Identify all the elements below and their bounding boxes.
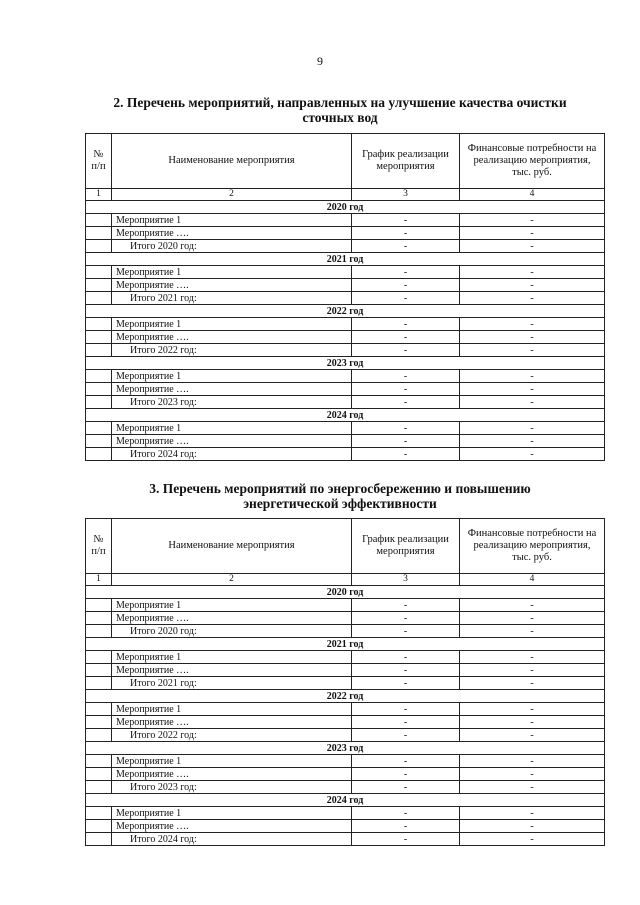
table-row — [86, 716, 605, 729]
col-header-name: Наименование мероприятия — [112, 519, 352, 574]
schedule-value: - — [352, 820, 460, 833]
total-row — [86, 677, 605, 690]
measure-name: Мероприятие 1 — [112, 755, 352, 768]
schedule-value: - — [352, 755, 460, 768]
schedule-value: - — [352, 370, 460, 383]
year-row — [86, 253, 605, 266]
year-label: 2022 год — [86, 690, 605, 703]
row-number-cell — [86, 729, 112, 742]
total-row — [86, 729, 605, 742]
schedule-value: - — [352, 396, 460, 409]
finance-value: - — [460, 292, 605, 305]
finance-value: - — [460, 768, 605, 781]
measure-name: Итого 2020 год: — [112, 625, 352, 638]
finance-value: - — [460, 448, 605, 461]
total-row — [86, 396, 605, 409]
measure-name: Мероприятие 1 — [112, 651, 352, 664]
col-header-number: № п/п — [86, 134, 112, 189]
schedule-value: - — [352, 435, 460, 448]
title-line: сточных вод — [302, 110, 378, 125]
column-number: 1 — [86, 189, 112, 201]
total-row — [86, 833, 605, 846]
finance-value: - — [460, 716, 605, 729]
row-number-cell — [86, 768, 112, 781]
finance-value: - — [460, 664, 605, 677]
schedule-value: - — [352, 266, 460, 279]
schedule-value: - — [352, 214, 460, 227]
measure-name: Мероприятие …. — [112, 612, 352, 625]
finance-value: - — [460, 279, 605, 292]
column-numbers-row — [86, 574, 605, 586]
table-row — [86, 599, 605, 612]
measure-name: Итого 2024 год: — [112, 833, 352, 846]
row-number-cell — [86, 396, 112, 409]
row-number-cell — [86, 625, 112, 638]
measure-name: Мероприятие 1 — [112, 422, 352, 435]
title-line: 3. Перечень мероприятий по энергосбережению и повышению — [149, 481, 531, 496]
row-number-cell — [86, 422, 112, 435]
year-label: 2024 год — [86, 794, 605, 807]
finance-value: - — [460, 396, 605, 409]
measures-table — [85, 133, 605, 461]
schedule-value: - — [352, 807, 460, 820]
column-number: 4 — [460, 574, 605, 586]
measure-name: Мероприятие …. — [112, 664, 352, 677]
col-header-schedule: График реализации мероприятия — [352, 134, 460, 189]
row-number-cell — [86, 331, 112, 344]
measure-name: Мероприятие 1 — [112, 599, 352, 612]
measure-name: Мероприятие …. — [112, 820, 352, 833]
finance-value: - — [460, 820, 605, 833]
schedule-value: - — [352, 383, 460, 396]
total-row — [86, 448, 605, 461]
schedule-value: - — [352, 703, 460, 716]
row-number-cell — [86, 240, 112, 253]
total-row — [86, 781, 605, 794]
row-number-cell — [86, 703, 112, 716]
total-row — [86, 292, 605, 305]
table-row — [86, 279, 605, 292]
measure-name: Мероприятие …. — [112, 331, 352, 344]
row-number-cell — [86, 344, 112, 357]
header-row — [86, 134, 605, 189]
year-row — [86, 201, 605, 214]
row-number-cell — [86, 279, 112, 292]
row-number-cell — [86, 292, 112, 305]
year-row — [86, 305, 605, 318]
finance-value: - — [460, 625, 605, 638]
table-row — [86, 383, 605, 396]
column-number: 2 — [112, 574, 352, 586]
row-number-cell — [86, 448, 112, 461]
column-number: 2 — [112, 189, 352, 201]
table-row — [86, 435, 605, 448]
measure-name: Мероприятие …. — [112, 279, 352, 292]
year-label: 2022 год — [86, 305, 605, 318]
table-row — [86, 227, 605, 240]
measure-name: Итого 2024 год: — [112, 448, 352, 461]
header-row — [86, 519, 605, 574]
schedule-value: - — [352, 768, 460, 781]
finance-value: - — [460, 833, 605, 846]
row-number-cell — [86, 716, 112, 729]
schedule-value: - — [352, 227, 460, 240]
measure-name: Итого 2021 год: — [112, 677, 352, 690]
year-row — [86, 742, 605, 755]
measures-table-water-treatment — [85, 133, 604, 461]
column-number: 4 — [460, 189, 605, 201]
measures-table — [85, 518, 605, 846]
schedule-value: - — [352, 625, 460, 638]
year-row — [86, 638, 605, 651]
year-row — [86, 586, 605, 599]
finance-value: - — [460, 703, 605, 716]
row-number-cell — [86, 833, 112, 846]
row-number-cell — [86, 664, 112, 677]
finance-value: - — [460, 331, 605, 344]
measure-name: Мероприятие …. — [112, 768, 352, 781]
column-number: 3 — [352, 574, 460, 586]
finance-value: - — [460, 729, 605, 742]
finance-value: - — [460, 807, 605, 820]
finance-value: - — [460, 651, 605, 664]
year-label: 2020 год — [86, 201, 605, 214]
measure-name: Мероприятие 1 — [112, 370, 352, 383]
schedule-value: - — [352, 729, 460, 742]
row-number-cell — [86, 781, 112, 794]
schedule-value: - — [352, 448, 460, 461]
finance-value: - — [460, 266, 605, 279]
measure-name: Итого 2022 год: — [112, 729, 352, 742]
schedule-value: - — [352, 292, 460, 305]
finance-value: - — [460, 422, 605, 435]
table-row — [86, 422, 605, 435]
year-label: 2021 год — [86, 638, 605, 651]
finance-value: - — [460, 599, 605, 612]
year-label: 2021 год — [86, 253, 605, 266]
table-row — [86, 820, 605, 833]
year-label: 2020 год — [86, 586, 605, 599]
measure-name: Итого 2022 год: — [112, 344, 352, 357]
row-number-cell — [86, 214, 112, 227]
year-row — [86, 690, 605, 703]
row-number-cell — [86, 266, 112, 279]
schedule-value: - — [352, 240, 460, 253]
table-row — [86, 755, 605, 768]
table-row — [86, 214, 605, 227]
row-number-cell — [86, 227, 112, 240]
schedule-value: - — [352, 318, 460, 331]
finance-value: - — [460, 318, 605, 331]
schedule-value: - — [352, 612, 460, 625]
schedule-value: - — [352, 599, 460, 612]
measure-name: Итого 2020 год: — [112, 240, 352, 253]
year-row — [86, 794, 605, 807]
row-number-cell — [86, 677, 112, 690]
table-row — [86, 331, 605, 344]
year-row — [86, 357, 605, 370]
table-row — [86, 318, 605, 331]
table-row — [86, 612, 605, 625]
row-number-cell — [86, 755, 112, 768]
year-row — [86, 409, 605, 422]
schedule-value: - — [352, 716, 460, 729]
schedule-value: - — [352, 422, 460, 435]
finance-value: - — [460, 755, 605, 768]
schedule-value: - — [352, 279, 460, 292]
measure-name: Мероприятие 1 — [112, 214, 352, 227]
measure-name: Мероприятие …. — [112, 227, 352, 240]
measure-name: Мероприятие …. — [112, 383, 352, 396]
table-row — [86, 651, 605, 664]
measure-name: Мероприятие …. — [112, 716, 352, 729]
page-number: 9 — [317, 54, 323, 68]
measure-name: Итого 2023 год: — [112, 781, 352, 794]
schedule-value: - — [352, 677, 460, 690]
column-number: 1 — [86, 574, 112, 586]
row-number-cell — [86, 318, 112, 331]
finance-value: - — [460, 214, 605, 227]
finance-value: - — [460, 677, 605, 690]
title-line: 2. Перечень мероприятий, направленных на улучшение качества очистки — [113, 95, 567, 110]
table-row — [86, 768, 605, 781]
row-number-cell — [86, 599, 112, 612]
finance-value: - — [460, 383, 605, 396]
row-number-cell — [86, 807, 112, 820]
year-label: 2023 год — [86, 742, 605, 755]
table-row — [86, 807, 605, 820]
table-row — [86, 266, 605, 279]
measure-name: Мероприятие 1 — [112, 266, 352, 279]
table-row — [86, 664, 605, 677]
row-number-cell — [86, 370, 112, 383]
schedule-value: - — [352, 781, 460, 794]
finance-value: - — [460, 612, 605, 625]
total-row — [86, 240, 605, 253]
col-header-name: Наименование мероприятия — [112, 134, 352, 189]
measure-name: Мероприятие 1 — [112, 807, 352, 820]
schedule-value: - — [352, 664, 460, 677]
schedule-value: - — [352, 344, 460, 357]
table-row — [86, 703, 605, 716]
col-header-finance: Финансовые потребности на реализацию мероприятия, тыс. руб. — [460, 519, 605, 574]
schedule-value: - — [352, 331, 460, 344]
finance-value: - — [460, 781, 605, 794]
row-number-cell — [86, 435, 112, 448]
title-line: энергетической эффективности — [243, 496, 437, 511]
finance-value: - — [460, 227, 605, 240]
measure-name: Мероприятие 1 — [112, 318, 352, 331]
row-number-cell — [86, 820, 112, 833]
col-header-number: № п/п — [86, 519, 112, 574]
measures-table-energy-saving — [85, 518, 604, 846]
section-title-energy-saving — [60, 481, 620, 511]
row-number-cell — [86, 651, 112, 664]
col-header-schedule: График реализации мероприятия — [352, 519, 460, 574]
row-number-cell — [86, 612, 112, 625]
schedule-value: - — [352, 651, 460, 664]
column-numbers-row — [86, 189, 605, 201]
finance-value: - — [460, 370, 605, 383]
finance-value: - — [460, 435, 605, 448]
measure-name: Итого 2023 год: — [112, 396, 352, 409]
row-number-cell — [86, 383, 112, 396]
table-row — [86, 370, 605, 383]
measure-name: Итого 2021 год: — [112, 292, 352, 305]
col-header-finance: Финансовые потребности на реализацию мероприятия, тыс. руб. — [460, 134, 605, 189]
column-number: 3 — [352, 189, 460, 201]
finance-value: - — [460, 240, 605, 253]
year-label: 2024 год — [86, 409, 605, 422]
schedule-value: - — [352, 833, 460, 846]
finance-value: - — [460, 344, 605, 357]
measure-name: Мероприятие …. — [112, 435, 352, 448]
measure-name: Мероприятие 1 — [112, 703, 352, 716]
total-row — [86, 625, 605, 638]
year-label: 2023 год — [86, 357, 605, 370]
section-title-water-treatment — [60, 95, 620, 125]
total-row — [86, 344, 605, 357]
